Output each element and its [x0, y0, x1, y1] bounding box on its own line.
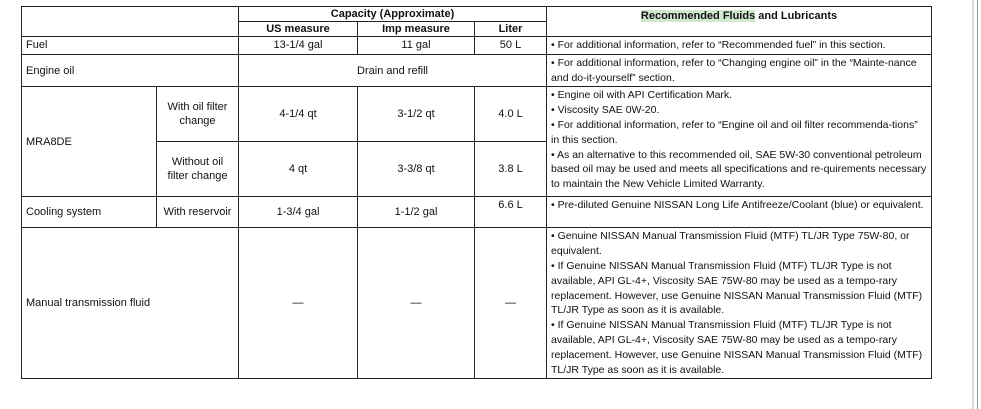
recommended-header-rest: and Lubricants	[755, 10, 838, 22]
without-filter-liter: 3.8 L	[475, 142, 547, 197]
manual-us: —	[239, 228, 358, 379]
imp-measure-header: Imp measure	[358, 22, 475, 37]
engine-oil-row	[22, 54, 932, 87]
cooling-liter: 6.6 L	[475, 197, 547, 228]
engine-oil-label: Engine oil	[22, 54, 239, 87]
capacities-table	[21, 6, 932, 379]
mra-note-4: • As an alternative to this recommended oil, SAE 5W-30 conventional petroleum based oil may be used and meets all specifications and re-quirements necessary to maintain the New Vehicle Limited Warranty.	[551, 148, 927, 191]
mra-notes	[547, 87, 932, 197]
mra-note-1: • Engine oil with API Certification Mark.	[551, 89, 733, 102]
drain-refill: Drain and refill	[239, 54, 547, 87]
cooling-us: 1-3/4 gal	[239, 197, 358, 228]
cooling-row	[22, 197, 932, 228]
with-filter-imp: 3-1/2 qt	[358, 87, 475, 142]
mra-label: MRA8DE	[22, 87, 157, 197]
without-filter-imp: 3-3/8 qt	[358, 142, 475, 197]
manual-transmission-row	[22, 228, 932, 379]
blank-header-cell	[22, 7, 239, 37]
mra-with-filter-row	[22, 87, 932, 142]
recommended-header	[547, 7, 932, 37]
mra-note-3: • For additional information, refer to “Engine oil and oil filter recommenda-tions” in this section.	[551, 118, 918, 146]
manual-transmission-label: Manual transmission fluid	[22, 228, 239, 379]
us-measure-header: US measure	[239, 22, 358, 37]
with-filter-liter: 4.0 L	[475, 87, 547, 142]
manual-note-2: • If Genuine NISSAN Manual Transmission Fluid (MTF) TL/JR Type is not available, API GL-4+, Viscosity SAE 75W-80 may be used as a tempo-rary replacement. However, use Genuine NISSAN Manual Transmission Fluid (MTF) TL/JR Type as soon as it is available.	[551, 259, 923, 317]
fuel-label: Fuel	[22, 37, 239, 55]
fuel-note: • For additional information, refer to “Recommended fuel” in this section.	[547, 37, 932, 55]
manual-imp: —	[358, 228, 475, 379]
fuel-imp: 11 gal	[358, 37, 475, 55]
window-edge-line	[977, 0, 978, 409]
fuel-row	[22, 37, 932, 55]
cooling-label: Cooling system	[22, 197, 157, 228]
manual-liter: —	[475, 228, 547, 379]
with-filter-label: With oil filter change	[157, 87, 239, 142]
liter-header: Liter	[475, 22, 547, 37]
manual-note-3: • If Genuine NISSAN Manual Transmission Fluid (MTF) TL/JR Type is not available, API GL-4+, Viscosity SAE 75W-80 may be used as a tempo-rary replacement. However, use Genuine NISSAN Manual Transmission Fluid (MTF) TL/JR Type as soon as it is available.	[551, 319, 923, 376]
fuel-liter: 50 L	[475, 37, 547, 55]
fuel-us: 13-1/4 gal	[239, 37, 358, 55]
recommended-highlight: Recommended Fluids	[640, 10, 756, 22]
cooling-imp: 1-1/2 gal	[358, 197, 475, 228]
engine-oil-note: • For additional information, refer to “Changing engine oil” in the “Mainte-nance and do-it-yourself” section.	[547, 54, 932, 87]
manual-note-1: • Genuine NISSAN Manual Transmission Fluid (MTF) TL/JR Type 75W-80, or equivalent.	[551, 230, 910, 258]
mra-note-2: • Viscosity SAE 0W-20.	[551, 104, 660, 117]
header-row	[22, 7, 932, 22]
cooling-sub: With reservoir	[157, 197, 239, 228]
manual-notes	[547, 228, 932, 379]
capacity-header: Capacity (Approximate)	[239, 7, 547, 22]
window-edge	[972, 0, 974, 409]
without-filter-label: Without oil filter change	[157, 142, 239, 197]
with-filter-us: 4-1/4 qt	[239, 87, 358, 142]
without-filter-us: 4 qt	[239, 142, 358, 197]
cooling-note: • Pre-diluted Genuine NISSAN Long Life Antifreeze/Coolant (blue) or equivalent.	[547, 197, 932, 228]
